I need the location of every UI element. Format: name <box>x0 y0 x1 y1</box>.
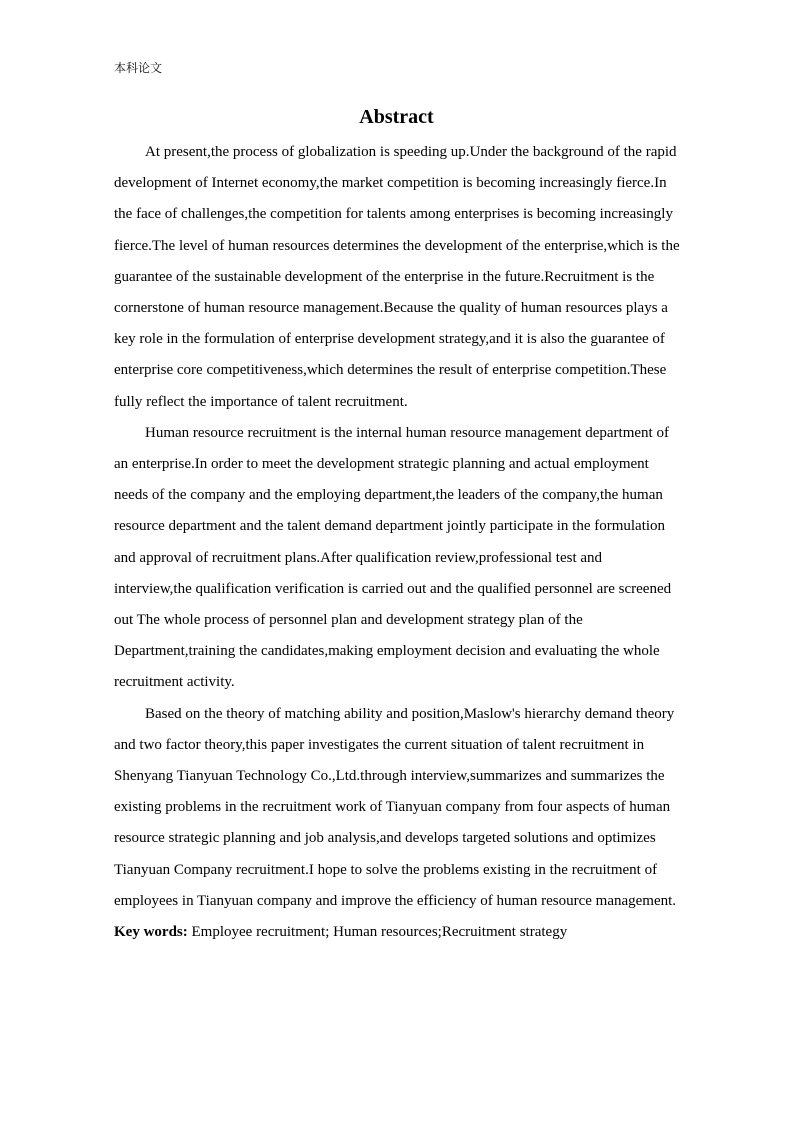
paragraph-line: At present,the process of globalization is speeding up.Under the background of the rapid <box>145 144 677 160</box>
abstract-title: Abstract <box>359 106 434 128</box>
paragraph-line: the face of challenges,the competition for talents among enterprises is becoming increasingly <box>114 206 673 223</box>
paragraph-line: Shenyang Tianyuan Technology Co.,Ltd.through interview,summarizes and summarizes the <box>114 768 665 785</box>
paragraph-line: needs of the company and the employing department,the leaders of the company,the human <box>114 487 663 504</box>
keywords-label: Key words: <box>114 924 188 941</box>
page-header: 本科论文 <box>114 61 163 75</box>
paragraph-line: interview,the qualification verification is carried out and the qualified personnel are screened <box>114 580 672 597</box>
paragraph-line: employees in Tianyuan company and improve the efficiency of human resource management. <box>114 892 677 909</box>
paragraph-line: fierce.The level of human resources determines the development of the enterprise,which is the <box>114 237 680 254</box>
keywords-line <box>114 917 720 948</box>
paragraph-line: existing problems in the recruitment work of Tianyuan company from four aspects of human <box>114 799 671 816</box>
paragraph-line: and two factor theory,this paper investigates the current situation of talent recruitment in <box>114 736 645 753</box>
paragraph-line: recruitment activity. <box>114 674 235 691</box>
paragraph-line: Tianyuan Company recruitment.I hope to solve the problems existing in the recruitment of <box>114 861 658 878</box>
paragraph-line: an enterprise.In order to meet the development strategic planning and actual employment <box>114 456 649 473</box>
paragraph-line: enterprise core competitiveness,which determines the result of enterprise competition.These <box>114 362 667 379</box>
keywords-text: Employee recruitment; Human resources;Recruitment strategy <box>187 924 568 941</box>
paragraph-2 <box>114 418 720 699</box>
paragraph-line: key role in the formulation of enterprise development strategy,and it is also the guarantee of <box>114 331 665 348</box>
paragraph-line: development of Internet economy,the market competition is becoming increasingly fierce.In <box>114 175 667 192</box>
paragraph-line: resource strategic planning and job analysis,and develops targeted solutions and optimizes <box>114 830 656 847</box>
paragraph-line: Based on the theory of matching ability and position,Maslow's hierarchy demand theory <box>145 705 675 722</box>
paragraph-line: out The whole process of personnel plan and development strategy plan of the <box>114 612 583 629</box>
paragraph-line: Human resource recruitment is the internal human resource management department of <box>145 424 669 441</box>
paragraph-line: cornerstone of human resource management.Because the quality of human resources plays a <box>114 300 668 317</box>
paragraph-line: fully reflect the importance of talent recruitment. <box>114 393 408 410</box>
paragraph-3 <box>114 699 720 917</box>
paragraph-1 <box>114 137 720 418</box>
paragraph-line: guarantee of the sustainable development of the enterprise in the future.Recruitment is the <box>114 268 655 285</box>
paragraph-line: and approval of recruitment plans.After qualification review,professional test and <box>114 549 603 566</box>
paragraph-line: Department,training the candidates,making employment decision and evaluating the whole <box>114 643 660 660</box>
abstract-body <box>114 137 720 948</box>
paragraph-line: resource department and the talent demand department jointly participate in the formulation <box>114 518 666 535</box>
